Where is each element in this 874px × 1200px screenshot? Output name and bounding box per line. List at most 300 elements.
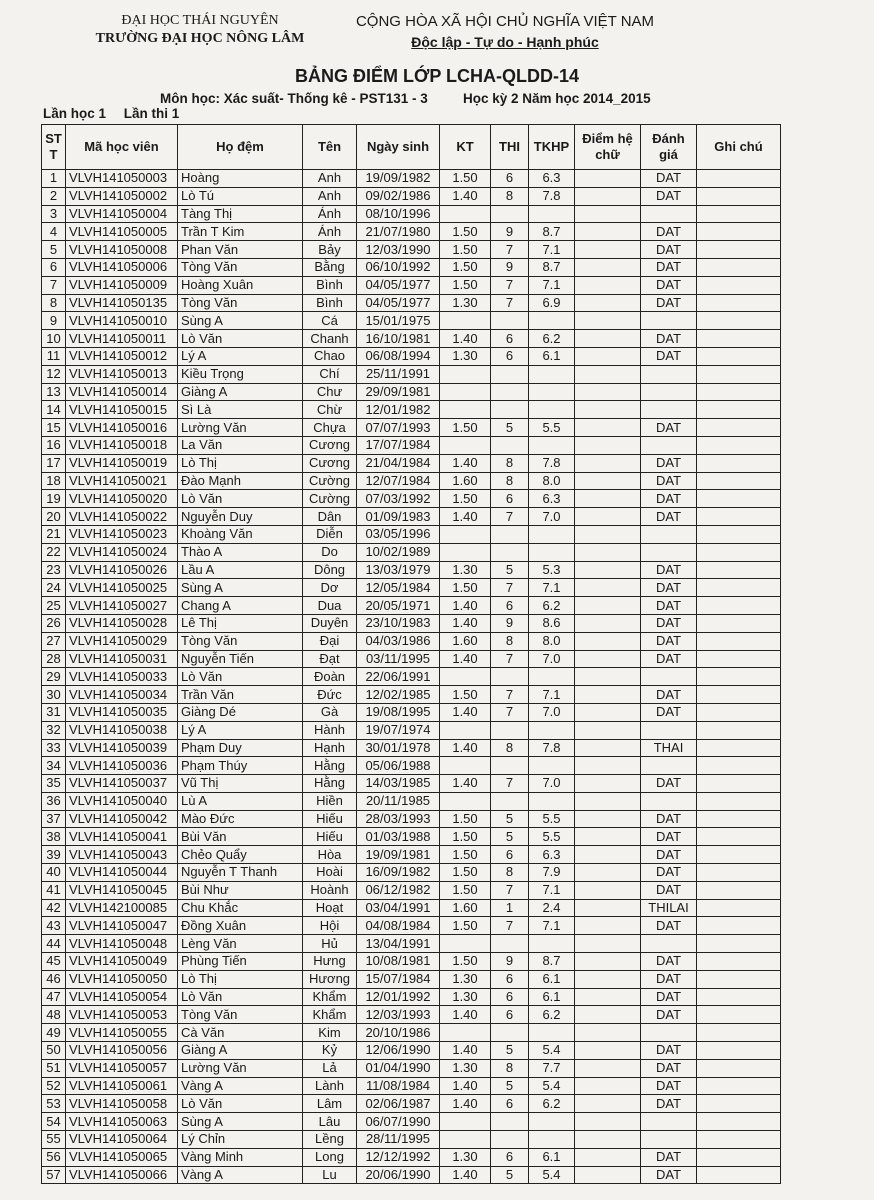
letter-grade-cell xyxy=(575,365,641,383)
evaluation-cell: DAT xyxy=(641,276,697,294)
surname-cell: Lý A xyxy=(178,721,303,739)
name-cell: Kỷ xyxy=(303,1042,357,1060)
evaluation-cell: DAT xyxy=(641,419,697,437)
thi-cell xyxy=(491,721,529,739)
student-id-cell: VLVH141050015 xyxy=(66,401,178,419)
surname-cell: Vàng Minh xyxy=(178,1148,303,1166)
stt-cell: 9 xyxy=(42,312,66,330)
thi-cell: 5 xyxy=(491,810,529,828)
note-cell xyxy=(697,294,781,312)
evaluation-cell: DAT xyxy=(641,1095,697,1113)
grades-body xyxy=(42,170,781,1184)
evaluation-cell: DAT xyxy=(641,223,697,241)
letter-grade-cell xyxy=(575,810,641,828)
thi-cell xyxy=(491,757,529,775)
note-cell xyxy=(697,668,781,686)
student-id-cell: VLVH141050037 xyxy=(66,775,178,793)
kt-cell: 1.30 xyxy=(440,1059,491,1077)
surname-cell: Sùng A xyxy=(178,312,303,330)
letter-grade-cell xyxy=(575,312,641,330)
tkhp-cell: 7.0 xyxy=(529,703,575,721)
dob-cell: 02/06/1987 xyxy=(357,1095,440,1113)
letter-grade-cell xyxy=(575,472,641,490)
tkhp-cell: 6.3 xyxy=(529,846,575,864)
letter-grade-cell xyxy=(575,241,641,259)
letter-grade-cell xyxy=(575,935,641,953)
note-cell xyxy=(697,1166,781,1184)
table-row xyxy=(42,597,781,615)
name-cell: Lềng xyxy=(303,1131,357,1149)
name-cell: Hiếu xyxy=(303,810,357,828)
tkhp-cell: 7.1 xyxy=(529,917,575,935)
note-cell xyxy=(697,970,781,988)
letter-grade-cell xyxy=(575,579,641,597)
student-id-cell: VLVH141050034 xyxy=(66,686,178,704)
evaluation-cell: DAT xyxy=(641,579,697,597)
kt-cell: 1.50 xyxy=(440,490,491,508)
note-cell xyxy=(697,490,781,508)
evaluation-cell: DAT xyxy=(641,294,697,312)
kt-cell: 1.50 xyxy=(440,419,491,437)
name-cell: Ánh xyxy=(303,205,357,223)
tkhp-cell xyxy=(529,401,575,419)
evaluation-cell xyxy=(641,757,697,775)
tkhp-cell xyxy=(529,365,575,383)
note-cell xyxy=(697,347,781,365)
dob-cell: 06/08/1994 xyxy=(357,347,440,365)
student-id-cell: VLVH141050040 xyxy=(66,792,178,810)
evaluation-cell: DAT xyxy=(641,988,697,1006)
surname-cell: Mào Đức xyxy=(178,810,303,828)
note-cell xyxy=(697,739,781,757)
letter-grade-cell xyxy=(575,650,641,668)
surname-cell: Lê Thị xyxy=(178,614,303,632)
thi-cell xyxy=(491,1024,529,1042)
table-row xyxy=(42,454,781,472)
kt-cell: 1.30 xyxy=(440,294,491,312)
name-cell: Hương xyxy=(303,970,357,988)
thi-cell xyxy=(491,792,529,810)
thi-cell: 6 xyxy=(491,597,529,615)
evaluation-cell: DAT xyxy=(641,1166,697,1184)
thi-cell: 8 xyxy=(491,472,529,490)
tkhp-cell: 6.3 xyxy=(529,170,575,188)
table-row xyxy=(42,686,781,704)
thi-cell: 8 xyxy=(491,632,529,650)
note-cell xyxy=(697,1113,781,1131)
dob-cell: 09/02/1986 xyxy=(357,187,440,205)
student-id-cell: VLVH141050011 xyxy=(66,330,178,348)
surname-cell: Lò Văn xyxy=(178,668,303,686)
kt-cell: 1.40 xyxy=(440,650,491,668)
student-id-cell: VLVH141050031 xyxy=(66,650,178,668)
student-id-cell: VLVH141050010 xyxy=(66,312,178,330)
letter-grade-cell xyxy=(575,187,641,205)
letter-grade-cell xyxy=(575,419,641,437)
kt-cell: 1.60 xyxy=(440,632,491,650)
name-cell: Chư xyxy=(303,383,357,401)
col-header-name: Tên xyxy=(303,125,357,170)
student-id-cell: VLVH141050061 xyxy=(66,1077,178,1095)
kt-cell xyxy=(440,401,491,419)
name-cell: Cương xyxy=(303,454,357,472)
dob-cell: 10/02/1989 xyxy=(357,543,440,561)
tkhp-cell xyxy=(529,1131,575,1149)
dob-cell: 30/01/1978 xyxy=(357,739,440,757)
note-cell xyxy=(697,241,781,259)
stt-cell: 57 xyxy=(42,1166,66,1184)
name-cell: Diễn xyxy=(303,525,357,543)
dob-cell: 04/08/1984 xyxy=(357,917,440,935)
student-id-cell: VLVH141050058 xyxy=(66,1095,178,1113)
dob-cell: 19/09/1982 xyxy=(357,170,440,188)
stt-cell: 35 xyxy=(42,775,66,793)
letter-grade-cell xyxy=(575,1113,641,1131)
dob-cell: 19/08/1995 xyxy=(357,703,440,721)
letter-grade-cell xyxy=(575,170,641,188)
student-id-cell: VLVH141050065 xyxy=(66,1148,178,1166)
stt-cell: 8 xyxy=(42,294,66,312)
stt-cell: 22 xyxy=(42,543,66,561)
note-cell xyxy=(697,597,781,615)
table-row xyxy=(42,757,781,775)
surname-cell: Lò Văn xyxy=(178,1095,303,1113)
student-id-cell: VLVH141050045 xyxy=(66,881,178,899)
dob-cell: 12/12/1992 xyxy=(357,1148,440,1166)
letter-grade-cell xyxy=(575,1006,641,1024)
tkhp-cell: 7.0 xyxy=(529,508,575,526)
thi-cell: 6 xyxy=(491,1148,529,1166)
attempt-line xyxy=(43,106,179,121)
stt-cell: 31 xyxy=(42,703,66,721)
name-cell: Lả xyxy=(303,1059,357,1077)
stt-cell: 38 xyxy=(42,828,66,846)
name-cell: Hoài xyxy=(303,864,357,882)
table-row xyxy=(42,525,781,543)
kt-cell: 1.50 xyxy=(440,170,491,188)
kt-cell xyxy=(440,1131,491,1149)
stt-cell: 2 xyxy=(42,187,66,205)
stt-cell: 18 xyxy=(42,472,66,490)
kt-cell xyxy=(440,792,491,810)
thi-cell: 7 xyxy=(491,579,529,597)
letter-grade-cell xyxy=(575,383,641,401)
student-id-cell: VLVH141050009 xyxy=(66,276,178,294)
dob-cell: 20/06/1990 xyxy=(357,1166,440,1184)
tkhp-cell: 8.0 xyxy=(529,632,575,650)
dob-cell: 20/10/1986 xyxy=(357,1024,440,1042)
student-id-cell: VLVH141050024 xyxy=(66,543,178,561)
col-header-student-id: Mã học viên xyxy=(66,125,178,170)
dob-cell: 28/03/1993 xyxy=(357,810,440,828)
tkhp-cell xyxy=(529,668,575,686)
tkhp-cell: 7.0 xyxy=(529,775,575,793)
kt-cell xyxy=(440,312,491,330)
evaluation-cell: DAT xyxy=(641,686,697,704)
note-cell xyxy=(697,1095,781,1113)
stt-cell: 48 xyxy=(42,1006,66,1024)
surname-cell: Lường Văn xyxy=(178,419,303,437)
student-id-cell: VLVH141050027 xyxy=(66,597,178,615)
student-id-cell: VLVH141050033 xyxy=(66,668,178,686)
name-cell: Gà xyxy=(303,703,357,721)
thi-cell xyxy=(491,383,529,401)
table-row xyxy=(42,792,781,810)
dob-cell: 22/06/1991 xyxy=(357,668,440,686)
thi-cell: 9 xyxy=(491,953,529,971)
evaluation-cell: DAT xyxy=(641,810,697,828)
surname-cell: Trần T Kim xyxy=(178,223,303,241)
evaluation-cell xyxy=(641,1024,697,1042)
letter-grade-cell xyxy=(575,276,641,294)
stt-cell: 3 xyxy=(42,205,66,223)
surname-cell: Lò Văn xyxy=(178,988,303,1006)
letter-grade-cell xyxy=(575,846,641,864)
tkhp-cell xyxy=(529,312,575,330)
table-row xyxy=(42,276,781,294)
tkhp-cell: 6.9 xyxy=(529,294,575,312)
dob-cell: 06/10/1992 xyxy=(357,258,440,276)
note-cell xyxy=(697,205,781,223)
letter-grade-cell xyxy=(575,347,641,365)
dob-cell: 12/05/1984 xyxy=(357,579,440,597)
name-cell: Dua xyxy=(303,597,357,615)
name-cell: Hiền xyxy=(303,792,357,810)
evaluation-cell xyxy=(641,935,697,953)
student-id-cell: VLVH141050029 xyxy=(66,632,178,650)
tkhp-cell: 8.0 xyxy=(529,472,575,490)
dob-cell: 12/03/1990 xyxy=(357,241,440,259)
tkhp-cell: 7.1 xyxy=(529,881,575,899)
letter-grade-cell xyxy=(575,792,641,810)
name-cell: Dân xyxy=(303,508,357,526)
thi-cell: 9 xyxy=(491,614,529,632)
table-row xyxy=(42,401,781,419)
table-row xyxy=(42,739,781,757)
table-row xyxy=(42,703,781,721)
surname-cell: Hoàng xyxy=(178,170,303,188)
stt-cell: 52 xyxy=(42,1077,66,1095)
evaluation-cell: DAT xyxy=(641,454,697,472)
student-id-cell: VLVH141050038 xyxy=(66,721,178,739)
dob-cell: 03/04/1991 xyxy=(357,899,440,917)
kt-cell: 1.40 xyxy=(440,1042,491,1060)
surname-cell: Giàng Dé xyxy=(178,703,303,721)
evaluation-cell xyxy=(641,668,697,686)
note-cell xyxy=(697,703,781,721)
stt-cell: 55 xyxy=(42,1131,66,1149)
kt-cell: 1.40 xyxy=(440,508,491,526)
kt-cell: 1.40 xyxy=(440,775,491,793)
table-row xyxy=(42,935,781,953)
table-row xyxy=(42,241,781,259)
tkhp-cell xyxy=(529,1024,575,1042)
dob-cell: 05/06/1988 xyxy=(357,757,440,775)
stt-cell: 13 xyxy=(42,383,66,401)
table-header-row xyxy=(42,125,781,170)
evaluation-cell: DAT xyxy=(641,170,697,188)
tkhp-cell: 2.4 xyxy=(529,899,575,917)
name-cell: Bảy xyxy=(303,241,357,259)
dob-cell: 06/12/1982 xyxy=(357,881,440,899)
dob-cell: 13/03/1979 xyxy=(357,561,440,579)
table-row xyxy=(42,187,781,205)
dob-cell: 29/09/1981 xyxy=(357,383,440,401)
table-row xyxy=(42,205,781,223)
stt-cell: 34 xyxy=(42,757,66,775)
thi-cell: 5 xyxy=(491,419,529,437)
kt-cell: 1.60 xyxy=(440,899,491,917)
school-name: TRƯỜNG ĐẠI HỌC NÔNG LÂM xyxy=(95,31,305,46)
stt-cell: 26 xyxy=(42,614,66,632)
student-id-cell: VLVH141050004 xyxy=(66,205,178,223)
note-cell xyxy=(697,170,781,188)
surname-cell: Chẻo Quẩy xyxy=(178,846,303,864)
note-cell xyxy=(697,401,781,419)
table-row xyxy=(42,632,781,650)
table-row xyxy=(42,864,781,882)
table-row xyxy=(42,810,781,828)
name-cell: Đức xyxy=(303,686,357,704)
evaluation-cell: DAT xyxy=(641,490,697,508)
tkhp-cell: 5.3 xyxy=(529,561,575,579)
kt-cell xyxy=(440,1024,491,1042)
surname-cell: Kiều Trọng xyxy=(178,365,303,383)
tkhp-cell: 7.8 xyxy=(529,454,575,472)
letter-grade-cell xyxy=(575,1131,641,1149)
table-row xyxy=(42,1166,781,1184)
surname-cell: Lường Văn xyxy=(178,1059,303,1077)
dob-cell: 03/05/1996 xyxy=(357,525,440,543)
thi-cell: 6 xyxy=(491,330,529,348)
letter-grade-cell xyxy=(575,401,641,419)
stt-cell: 37 xyxy=(42,810,66,828)
kt-cell: 1.30 xyxy=(440,970,491,988)
dob-cell: 25/11/1991 xyxy=(357,365,440,383)
note-cell xyxy=(697,1024,781,1042)
thi-cell xyxy=(491,543,529,561)
student-id-cell: VLVH141050064 xyxy=(66,1131,178,1149)
stt-cell: 15 xyxy=(42,419,66,437)
stt-cell: 27 xyxy=(42,632,66,650)
stt-cell: 42 xyxy=(42,899,66,917)
surname-cell: Sùng A xyxy=(178,579,303,597)
stt-cell: 36 xyxy=(42,792,66,810)
table-row xyxy=(42,170,781,188)
surname-cell: Chu Khắc xyxy=(178,899,303,917)
dob-cell: 01/04/1990 xyxy=(357,1059,440,1077)
note-cell xyxy=(697,917,781,935)
name-cell: Cá xyxy=(303,312,357,330)
table-row xyxy=(42,1024,781,1042)
letter-grade-cell xyxy=(575,668,641,686)
student-id-cell: VLVH141050022 xyxy=(66,508,178,526)
note-cell xyxy=(697,1042,781,1060)
stt-cell: 44 xyxy=(42,935,66,953)
thi-cell: 6 xyxy=(491,170,529,188)
table-row xyxy=(42,650,781,668)
note-cell xyxy=(697,579,781,597)
name-cell: Ánh xyxy=(303,223,357,241)
dob-cell: 06/07/1990 xyxy=(357,1113,440,1131)
note-cell xyxy=(697,276,781,294)
student-id-cell: VLVH141050055 xyxy=(66,1024,178,1042)
surname-cell: Vũ Thị xyxy=(178,775,303,793)
thi-cell xyxy=(491,365,529,383)
stt-cell: 56 xyxy=(42,1148,66,1166)
dob-cell: 04/05/1977 xyxy=(357,294,440,312)
table-row xyxy=(42,490,781,508)
note-cell xyxy=(697,365,781,383)
tkhp-cell: 8.7 xyxy=(529,258,575,276)
note-cell xyxy=(697,543,781,561)
table-row xyxy=(42,721,781,739)
dob-cell: 01/03/1988 xyxy=(357,828,440,846)
evaluation-cell: DAT xyxy=(641,703,697,721)
student-id-cell: VLVH141050042 xyxy=(66,810,178,828)
letter-grade-cell xyxy=(575,1059,641,1077)
note-cell xyxy=(697,988,781,1006)
evaluation-cell: DAT xyxy=(641,1042,697,1060)
tkhp-cell: 7.0 xyxy=(529,650,575,668)
surname-cell: Lò Thị xyxy=(178,454,303,472)
student-id-cell: VLVH141050021 xyxy=(66,472,178,490)
student-id-cell: VLVH141050026 xyxy=(66,561,178,579)
evaluation-cell: DAT xyxy=(641,632,697,650)
student-id-cell: VLVH141050016 xyxy=(66,419,178,437)
table-row xyxy=(42,846,781,864)
surname-cell: Phan Văn xyxy=(178,241,303,259)
name-cell: Bình xyxy=(303,276,357,294)
note-cell xyxy=(697,525,781,543)
note-cell xyxy=(697,810,781,828)
col-header-stt: ST T xyxy=(42,125,66,170)
surname-cell: Lý A xyxy=(178,347,303,365)
note-cell xyxy=(697,775,781,793)
student-id-cell: VLVH141050023 xyxy=(66,525,178,543)
thi-cell: 8 xyxy=(491,864,529,882)
note-cell xyxy=(697,828,781,846)
kt-cell: 1.60 xyxy=(440,472,491,490)
table-row xyxy=(42,1095,781,1113)
name-cell: Dông xyxy=(303,561,357,579)
evaluation-cell xyxy=(641,792,697,810)
student-id-cell: VLVH141050019 xyxy=(66,454,178,472)
table-row xyxy=(42,988,781,1006)
col-header-surname: Họ đệm xyxy=(178,125,303,170)
student-id-cell: VLVH141050041 xyxy=(66,828,178,846)
evaluation-cell xyxy=(641,312,697,330)
stt-cell: 49 xyxy=(42,1024,66,1042)
tkhp-cell: 5.5 xyxy=(529,419,575,437)
evaluation-cell: DAT xyxy=(641,258,697,276)
letter-grade-cell xyxy=(575,258,641,276)
name-cell: Lâm xyxy=(303,1095,357,1113)
surname-cell: Chang A xyxy=(178,597,303,615)
table-row xyxy=(42,508,781,526)
name-cell: Bình xyxy=(303,294,357,312)
tkhp-cell xyxy=(529,792,575,810)
table-row xyxy=(42,1042,781,1060)
tkhp-cell: 7.1 xyxy=(529,579,575,597)
table-row xyxy=(42,347,781,365)
surname-cell: Sì Là xyxy=(178,401,303,419)
tkhp-cell xyxy=(529,436,575,454)
evaluation-cell: DAT xyxy=(641,881,697,899)
kt-cell: 1.50 xyxy=(440,953,491,971)
thi-cell: 6 xyxy=(491,988,529,1006)
table-row xyxy=(42,1148,781,1166)
